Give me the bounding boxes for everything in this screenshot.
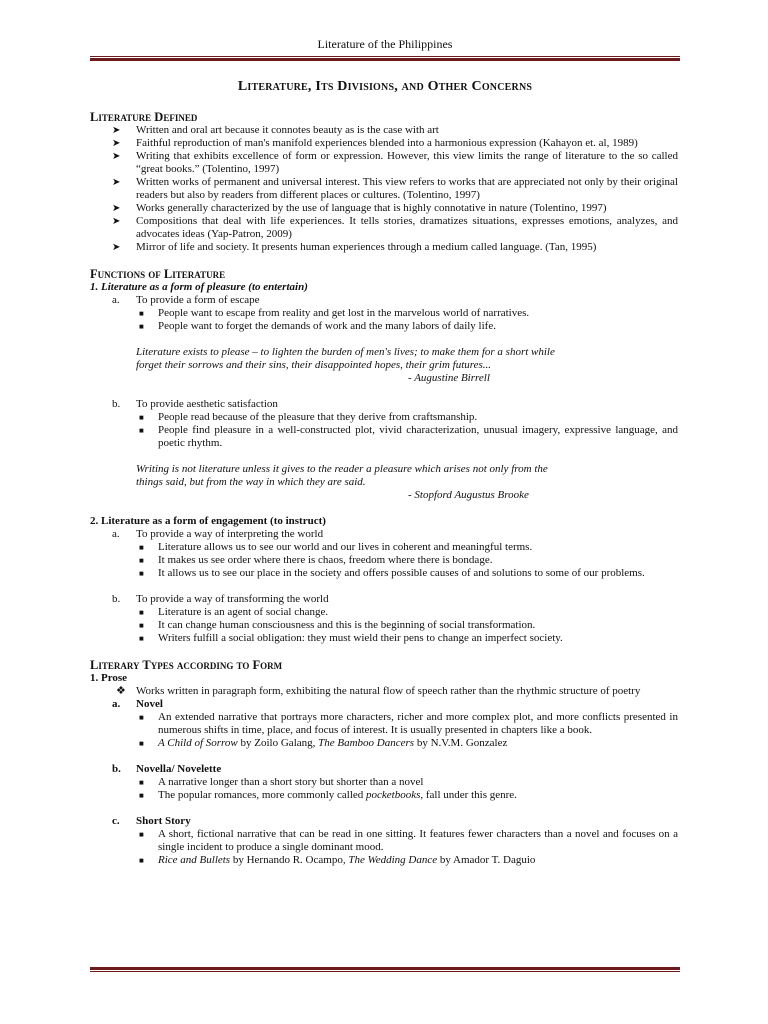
list-item: ■ People find pleasure in a well-constructed plot, vivid characterization, unusual imagery, expressive language, and poetic rhythm. bbox=[139, 424, 678, 449]
list-item: ❖ Works written in paragraph form, exhibiting the natural flow of speech rather than the rhythmic structure of poetry bbox=[116, 685, 641, 697]
square-bullet-icon: ■ bbox=[139, 856, 144, 865]
arrow-bullet-icon: ➤ bbox=[112, 138, 121, 149]
section-heading-defined: Literature Defined bbox=[90, 110, 198, 124]
list-item: ■ Writers fulfill a social obligation: they must wield their pens to change an imperfect society. bbox=[139, 632, 563, 644]
section-heading-functions: Functions of Literature bbox=[90, 267, 226, 281]
function-2-title: 2. Literature as a form of engagement (to instruct) bbox=[90, 515, 326, 527]
square-bullet-icon: ■ bbox=[139, 778, 144, 787]
list-item: ■ A short, fictional narrative that can be read in one sitting. It features fewer characters than a novel and focuses on a single incident to produce a single dominant mood. bbox=[139, 828, 678, 853]
list-item: ➤ Written and oral art because it connotes beauty as is the case with art bbox=[112, 124, 439, 136]
diamond-bullet-icon: ❖ bbox=[116, 685, 126, 697]
square-bullet-icon: ■ bbox=[139, 426, 144, 435]
arrow-bullet-icon: ➤ bbox=[112, 151, 121, 162]
square-bullet-icon: ■ bbox=[139, 634, 144, 643]
document-body bbox=[90, 110, 678, 867]
arrow-bullet-icon: ➤ bbox=[112, 203, 121, 214]
novel-heading: a. Novel bbox=[112, 698, 163, 710]
square-bullet-icon: ■ bbox=[139, 791, 144, 800]
list-item: ➤ Writing that exhibits excellence of form or expression. However, this view limits the range of literature to the so called “great books.” (Tolentino, 1997) bbox=[112, 150, 678, 175]
function-1-title: 1. Literature as a form of pleasure (to entertain) bbox=[90, 281, 308, 293]
list-item: ■ People want to forget the demands of work and the many labors of daily life. bbox=[139, 320, 496, 332]
list-item: ■ It makes us see order where there is chaos, freedom where there is bondage. bbox=[139, 554, 493, 566]
square-bullet-icon: ■ bbox=[139, 713, 144, 722]
novella-heading: b. Novella/ Novelette bbox=[112, 763, 222, 775]
arrow-bullet-icon: ➤ bbox=[112, 216, 121, 227]
list-item: ➤ Written works of permanent and universal interest. This view refers to works that are appreciated not only by their original readers but also by readers from different places or cultures. (Tolentino, 1997) bbox=[112, 176, 678, 201]
quote-brooke-line2: things said, but from the way in which they are said. bbox=[136, 476, 366, 488]
page-title: Literature, Its Divisions, and Other Concerns bbox=[237, 79, 533, 94]
quote-birrell-line2: forget their sorrows and their sins, their disappointed hopes, their grim futures... bbox=[136, 359, 492, 371]
list-item: ■ Rice and Bullets by Hernando R. Ocampo, The Wedding Dance by Amador T. Daguio bbox=[139, 854, 536, 866]
list-item: ■ People want to escape from reality and get lost in the marvelous world of narratives. bbox=[139, 307, 530, 319]
square-bullet-icon: ■ bbox=[139, 739, 144, 748]
list-item: ■ A Child of Sorrow by Zoilo Galang, The Bamboo Dancers by N.V.M. Gonzalez bbox=[139, 737, 508, 749]
function-1b: b. To provide aesthetic satisfaction bbox=[112, 398, 278, 410]
quote-brooke-line1: Writing is not literature unless it gives to the reader a pleasure which arises not only from the bbox=[136, 463, 548, 475]
list-item: ➤ Compositions that deal with life experiences. It tells stories, dramatizes situations, expresses emotions, analyzes, and advocates ideas (Yap-Patron, 2009) bbox=[112, 215, 678, 240]
quote-attribution: - Augustine Birrell bbox=[408, 372, 490, 384]
list-item: ➤ Works generally characterized by the use of language that is highly connotative in nature (Tolentino, 1997) bbox=[112, 202, 607, 214]
short-story-heading: c. Short Story bbox=[112, 815, 191, 827]
arrow-bullet-icon: ➤ bbox=[112, 177, 121, 188]
square-bullet-icon: ■ bbox=[139, 543, 144, 552]
function-1a: a. To provide a form of escape bbox=[112, 294, 260, 306]
square-bullet-icon: ■ bbox=[139, 556, 144, 565]
list-item: ■ Literature is an agent of social change. bbox=[139, 606, 329, 618]
section-heading-types: Literary Types according to Form bbox=[90, 658, 283, 672]
arrow-bullet-icon: ➤ bbox=[112, 242, 121, 253]
square-bullet-icon: ■ bbox=[139, 608, 144, 617]
header-rule bbox=[90, 56, 680, 61]
square-bullet-icon: ■ bbox=[139, 413, 144, 422]
quote-birrell-line1: Literature exists to please – to lighten the burden of men's lives; to make them for a short while bbox=[136, 346, 555, 358]
footer-rule bbox=[90, 966, 680, 972]
list-item: ■ An extended narrative that portrays more characters, richer and more complex plot, and more conflicts presented in numerous shifts in time, place, and focus of interest. It is usually presented in chapters like a book. bbox=[139, 711, 678, 736]
square-bullet-icon: ■ bbox=[139, 569, 144, 578]
square-bullet-icon: ■ bbox=[139, 322, 144, 331]
prose-title: 1. Prose bbox=[90, 672, 128, 684]
list-item: ■ The popular romances, more commonly called pocketbooks, fall under this genre. bbox=[139, 789, 517, 801]
running-header: Literature of the Philippines bbox=[317, 37, 453, 51]
function-2b: b. To provide a way of transforming the world bbox=[112, 593, 329, 605]
list-item: ■ It allows us to see our place in the society and offers possible causes of and solutions to some of our problems. bbox=[139, 567, 645, 579]
function-2a: a. To provide a way of interpreting the world bbox=[112, 528, 324, 540]
list-item: ■ A narrative longer than a short story but shorter than a novel bbox=[139, 776, 424, 788]
list-item: ■ It can change human consciousness and this is the beginning of social transformation. bbox=[139, 619, 536, 631]
list-item: ■ People read because of the pleasure that they derive from craftsmanship. bbox=[139, 411, 478, 423]
square-bullet-icon: ■ bbox=[139, 830, 144, 839]
list-item: ➤ Mirror of life and society. It presents human experiences through a medium called language. (Tan, 1995) bbox=[112, 241, 597, 253]
quote-attribution: - Stopford Augustus Brooke bbox=[408, 489, 529, 501]
arrow-bullet-icon: ➤ bbox=[112, 125, 121, 136]
definitions-list bbox=[90, 124, 678, 254]
square-bullet-icon: ■ bbox=[139, 309, 144, 318]
square-bullet-icon: ■ bbox=[139, 621, 144, 630]
list-item: ➤ Faithful reproduction of man's manifold experiences blended into a harmonious expression (Kahayon et. al, 1989) bbox=[112, 137, 638, 149]
list-item: ■ Literature allows us to see our world and our lives in coherent and meaningful terms. bbox=[139, 541, 533, 553]
